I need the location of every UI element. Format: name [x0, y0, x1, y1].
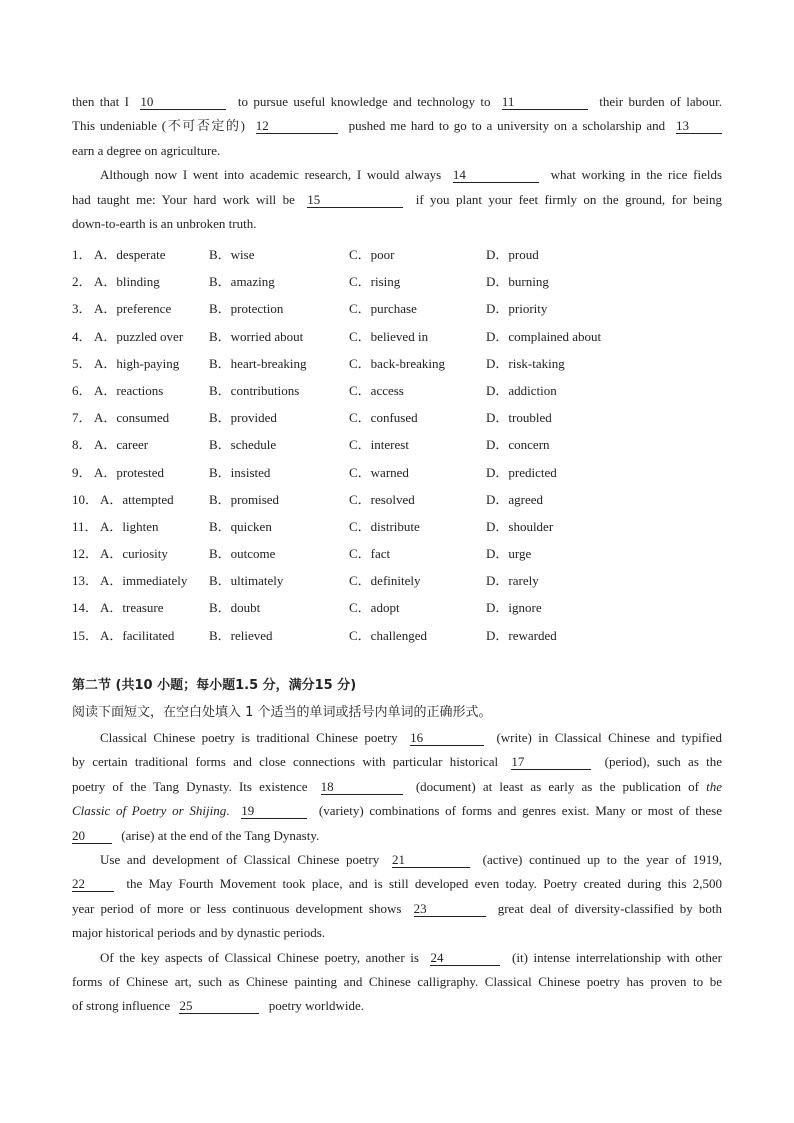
option-c: C．warned [349, 464, 409, 480]
option-c: C．confused [349, 410, 418, 426]
option-row [72, 323, 732, 350]
text: Although now I went into academic research, I would always [100, 167, 442, 183]
text-italic: the [706, 778, 723, 794]
option-row [72, 431, 732, 458]
option-b: B．outcome [209, 546, 276, 562]
text: by certain traditional forms and close connections with particular historical [72, 754, 499, 770]
option-d: D．troubled [486, 410, 552, 426]
option-row [72, 350, 732, 377]
text: of strong influence [72, 998, 171, 1014]
passage-line [72, 212, 722, 236]
text: . [226, 803, 230, 819]
text: forms of Chinese art, such as Chinese painting and Chinese calligraphy. Classical Chinese poetry has proven to be [72, 973, 722, 989]
option-row [72, 513, 732, 540]
text: to pursue useful knowledge and technology to [237, 94, 491, 109]
option-d: D．shoulder [486, 518, 554, 534]
option-d: D．complained about [486, 328, 602, 344]
text: poetry worldwide. [268, 998, 365, 1014]
option-a: A．immediately [100, 573, 188, 589]
option-d: D．urge [486, 546, 532, 562]
option-b: B．promised [209, 491, 280, 507]
blank-19: 19 [241, 803, 307, 819]
option-row [72, 404, 732, 431]
passage-line [72, 946, 722, 970]
blank-14: 14 [453, 167, 539, 183]
blank-10: 10 [140, 94, 226, 110]
text: major historical periods and by dynastic periods. [72, 925, 326, 941]
option-c: C．access [349, 382, 404, 398]
passage-line [72, 897, 722, 921]
option-c: C．poor [349, 247, 395, 262]
option-a: A．lighten [100, 518, 159, 534]
option-b: B．worried about [209, 328, 304, 344]
blank-17: 17 [511, 754, 591, 770]
text: (variety) combinations of forms and genres exist. Many or most of these [318, 803, 723, 819]
passage-line [72, 139, 722, 163]
question-number: 5． [72, 355, 92, 371]
option-c: C．purchase [349, 301, 417, 317]
blank-24: 24 [430, 950, 500, 966]
text: the May Fourth Movement took place, and is still developed even today. Poetry created during this 2,500 [126, 876, 723, 892]
option-d: D．rewarded [486, 627, 557, 643]
option-c: C．believed in [349, 328, 429, 344]
passage-line [72, 848, 722, 872]
passage-line [72, 872, 722, 896]
question-number: 14． [72, 600, 99, 616]
blank-23: 23 [414, 901, 486, 917]
passage-line [72, 921, 722, 945]
passage-1 [72, 90, 722, 236]
option-d: D．predicted [486, 464, 557, 480]
option-row [72, 594, 732, 621]
passage-line [72, 163, 722, 187]
passage-line [72, 824, 722, 848]
option-a: A．curiosity [100, 546, 168, 562]
option-row [72, 622, 732, 649]
blank-21: 21 [392, 852, 470, 868]
option-c: C．interest [349, 437, 409, 453]
option-c: C．challenged [349, 627, 427, 643]
passage-line [72, 188, 722, 212]
option-row [72, 486, 732, 513]
option-a: A．preference [94, 301, 172, 317]
option-row [72, 241, 732, 268]
question-number: 15． [72, 627, 99, 643]
question-number: 1． [72, 247, 92, 262]
question-number: 2． [72, 274, 92, 290]
option-a: A．desperate [94, 247, 166, 262]
passage-line [72, 750, 722, 774]
option-row [72, 268, 732, 295]
blank-16: 16 [410, 730, 484, 746]
passage-line [72, 799, 722, 823]
text: poetry of the Tang Dynasty. Its existence [72, 778, 308, 794]
option-b: B．heart-breaking [209, 355, 307, 371]
question-number: 7． [72, 410, 92, 426]
text: if you plant your feet firmly on the ground, for being [415, 191, 723, 207]
question-number: 11． [72, 518, 98, 534]
option-d: D．burning [486, 274, 549, 290]
blank-13: 13 [676, 118, 722, 134]
question-number: 13． [72, 573, 99, 589]
option-d: D．addiction [486, 382, 557, 398]
option-a: A．treasure [100, 600, 164, 616]
question-number: 6． [72, 382, 92, 398]
option-row [72, 567, 732, 594]
text: year period of more or less continuous development shows [72, 900, 402, 916]
option-a: A．blinding [94, 274, 160, 290]
option-c: C．rising [349, 274, 401, 290]
option-row [72, 459, 732, 486]
passage-line [72, 970, 722, 994]
text: great deal of diversity-classified by both [497, 900, 722, 916]
text: then that I [72, 94, 130, 109]
option-d: D．concern [486, 437, 550, 453]
question-number: 12． [72, 546, 99, 562]
blank-12: 12 [256, 118, 338, 134]
option-b: B．provided [209, 410, 277, 426]
option-a: A．career [94, 437, 149, 453]
option-b: B．contributions [209, 382, 300, 398]
option-b: B．amazing [209, 274, 275, 290]
passage-line [72, 726, 722, 750]
option-a: A．consumed [94, 410, 170, 426]
option-c: C．back-breaking [349, 355, 446, 371]
passage-line [72, 994, 722, 1018]
option-d: D．proud [486, 247, 539, 262]
option-d: D．risk-taking [486, 355, 565, 371]
option-d: D．agreed [486, 491, 544, 507]
option-row [72, 540, 732, 567]
option-b: B．ultimately [209, 573, 284, 589]
option-a: A．high-paying [94, 355, 180, 371]
blank-25: 25 [179, 998, 259, 1014]
section-heading: 第二节 (共10 小题；每小题1.5 分，满分15 分) [72, 678, 357, 693]
passage-line [72, 90, 722, 114]
option-a: A．facilitated [100, 627, 175, 643]
question-number: 9． [72, 464, 92, 480]
question-number: 4． [72, 328, 92, 344]
blank-22: 22 [72, 876, 114, 892]
text-italic: Classic of Poetry or Shijing [72, 803, 227, 819]
option-a: A．attempted [100, 491, 174, 507]
blank-18: 18 [321, 779, 403, 795]
question-number: 8． [72, 437, 92, 453]
option-a: A．puzzled over [94, 328, 184, 344]
text: had taught me: Your hard work will be [72, 191, 295, 207]
option-d: D．priority [486, 301, 548, 317]
question-number: 10． [72, 491, 99, 507]
question-number: 3． [72, 301, 92, 317]
option-d: D．rarely [486, 573, 539, 589]
option-b: B．protection [209, 301, 284, 317]
option-b: B．schedule [209, 437, 277, 453]
option-row [72, 377, 732, 404]
text: what working in the rice fields [550, 167, 723, 183]
blank-11: 11 [502, 94, 588, 110]
text: down-to-earth is an unbroken truth. [72, 215, 257, 231]
text: (arise) at the end of the Tang Dynasty. [121, 827, 320, 843]
text: pushed me hard to go to a university on a scholarship and [348, 118, 666, 134]
option-c: C．adopt [349, 600, 400, 616]
text: Of the key aspects of Classical Chinese poetry, another is [100, 949, 419, 965]
blank-15: 15 [307, 192, 403, 208]
passage-line [72, 114, 722, 138]
text: (it) intense interrelationship with other [512, 949, 722, 965]
option-b: B．doubt [209, 600, 261, 616]
text: their burden of labour. [599, 94, 723, 109]
passage-2 [72, 726, 722, 1019]
text: earn a degree on agriculture. [72, 142, 221, 158]
option-c: C．definitely [349, 573, 421, 589]
section-instruction: 阅读下面短文，在空白处填入 1 个适当的单词或括号内单词的正确形式。 [72, 705, 492, 720]
blank-20: 20 [72, 828, 112, 844]
passage-line [72, 775, 722, 799]
option-d: D．ignore [486, 600, 542, 616]
option-c: C．fact [349, 546, 391, 562]
option-b: B．relieved [209, 627, 273, 643]
text: Use and development of Classical Chinese poetry [100, 851, 380, 867]
text: (document) at least as early as the publication of [415, 778, 699, 794]
option-a: A．reactions [94, 382, 164, 398]
text: Classical Chinese poetry is traditional Chinese poetry [100, 730, 398, 745]
option-b: B．wise [209, 247, 255, 262]
option-a: A．protested [94, 464, 165, 480]
text: (write) in Classical Chinese and typified [496, 730, 722, 745]
text: This undeniable (不可否定的) [72, 118, 245, 134]
option-b: B．insisted [209, 464, 271, 480]
text: (active) continued up to the year of 1919, [482, 851, 723, 867]
option-b: B．quicken [209, 518, 272, 534]
option-row [72, 295, 732, 322]
option-c: C．distribute [349, 518, 420, 534]
answer-options [72, 241, 732, 649]
text: (period), such as the [604, 754, 722, 770]
option-c: C．resolved [349, 491, 415, 507]
